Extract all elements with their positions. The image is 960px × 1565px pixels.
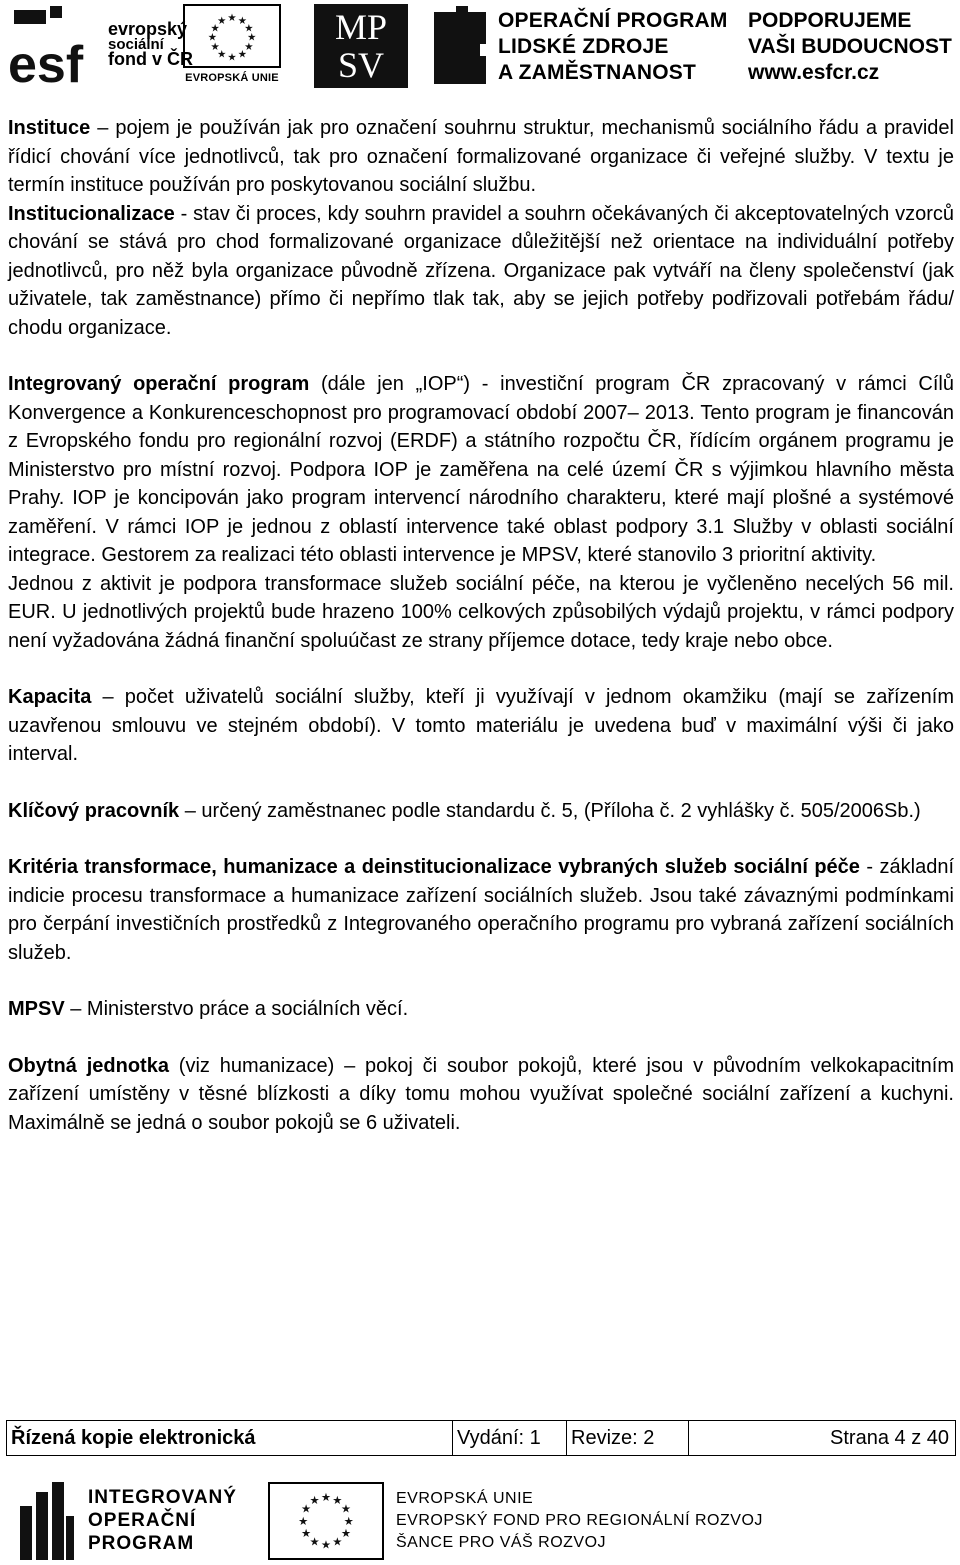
definition-text: (dále jen „IOP“) - investiční program ČR zpracovaný v rámci Cílů Konvergence a Konkurenceschopnost pro programovací období 2007– 2013. Tento program je financován z Evropského fondu pro regionální rozvoj (ERDF) a státního rozpočtu ČR, řídícím orgánem programu je Ministerstvo pro místní rozvoj. Podpora IOP je zaměřena na celé území ČR s výjimkou hlavního města Prahy. IOP je koncipován jako program intervencí národního charakteru, které mají plošné a systémové zaměření. V rámci IOP je jednou z oblastí intervence také oblast podpory 3.1 Služby v oblasti sociální integrace. Gestorem za realizaci této oblasti intervence je MPSV, které stanovilo 3 prioritní aktivity. [8, 373, 954, 566]
term: MPSV [8, 998, 65, 1020]
svg-text:★: ★ [309, 1492, 320, 1507]
definition-instituce [8, 114, 954, 200]
definition-text: – pojem je používán jak pro označení souhrnu struktur, mechanismů sociálního řádu a pravidel řídicí chování více jednotlivců, tak pro označení formalizované organizace či veřejné služby. V textu je termín instituce používán pro poskytovanou sociální službu. [8, 117, 954, 196]
eu-flag-icon [268, 1482, 384, 1560]
svg-text:★: ★ [340, 1526, 352, 1541]
op-lz-logo-text [498, 8, 728, 86]
svg-text:★: ★ [309, 1534, 320, 1549]
footer-logos [0, 1476, 960, 1565]
op-line-2: LIDSKÉ ZDROJE [498, 35, 669, 58]
definition-text: – Ministerstvo práce a sociálních věcí. [64, 998, 409, 1020]
esf-line-3: fond v ČR [108, 49, 193, 69]
definition-text: - základní indicie procesu transformace a humanizace zařízení sociálních služeb. Jsou také závaznými podmínkami pro čerpání investičních prostředků z Integrovaného operačního programu pro vybraná zařízení sociálních služeb. [8, 856, 954, 964]
definition-institucionalizace [8, 200, 954, 343]
glossary-content [8, 114, 954, 1137]
eu-label: EVROPSKÁ UNIE [185, 72, 279, 84]
page-number: Strana 4 z 40 [830, 1427, 949, 1449]
term: Obytná jednotka [8, 1054, 169, 1077]
term: Institucionalizace [8, 202, 175, 225]
puzzle-icon [430, 4, 490, 88]
svg-text:★: ★ [244, 41, 254, 54]
iop-line-2: OPERAČNÍ [88, 1510, 197, 1531]
svg-text:★: ★ [300, 1501, 312, 1516]
definition-klicovy-pracovnik [8, 797, 954, 826]
definition-text: – počet uživatelů sociální služby, kteří ji využívají v jednom okamžiku (mají se zařízením uzavřenou smlouvu ve stejném období). V tomto materiálu je uvedena buď v maximální výši či jako interval. [8, 686, 954, 765]
svg-text:★: ★ [227, 51, 237, 64]
support-slogan [748, 8, 952, 86]
eu-logo [183, 4, 281, 88]
mpsv-logo [314, 4, 408, 88]
iop-line-3: PROGRAM [88, 1533, 195, 1554]
definition-text: (viz humanizace) – pokoj či soubor pokojů, které jsou v původním velkokapacitním zařízení umístěny v těsné blízkosti a díky tomu mohou využívat společné sociální zařízení a kuchyni. Maximálně se jedná o soubor pokojů se 6 uživateli. [8, 1054, 954, 1134]
iop-line-1: INTEGROVANÝ [88, 1487, 237, 1508]
svg-text:★: ★ [237, 48, 247, 61]
svg-text:★: ★ [343, 1513, 354, 1528]
control-copy-label: Řízená kopie elektronická [7, 1421, 453, 1455]
support-url: www.esfcr.cz [748, 61, 880, 84]
erdf-logo-text [396, 1488, 763, 1554]
svg-text:★: ★ [320, 1537, 332, 1552]
mpsv-logo-box [314, 4, 408, 88]
esf-line-2: sociální [108, 36, 164, 53]
term: Klíčový pracovník [8, 799, 180, 822]
term: Instituce [8, 117, 91, 139]
svg-text:★: ★ [340, 1501, 352, 1516]
definition-text: Jednou z aktivit je podpora transformace služeb sociální péče, na kterou je vyčleněno necelých 56 mil. EUR. U jednotlivých projektů bude hrazeno 100% celkových způsobilých výdajů projektu, v rámci podpory není vyžadována žádná finanční spoluúčast ze strany příjemce dotace, tedy kraje nebo obce. [8, 572, 954, 652]
revision-label: Revize: 2 [567, 1421, 689, 1455]
term: Kapacita [8, 686, 92, 708]
header-logos [0, 0, 960, 96]
term: Kritéria transformace, humanizace a deinstitucionalizace vybraných služeb sociální péče [8, 856, 860, 878]
definition-mpsv [8, 995, 954, 1024]
definition-obytna-jednotka [8, 1052, 954, 1138]
op-line-1: OPERAČNÍ PROGRAM [498, 9, 728, 32]
definition-text: – určený zaměstnanec podle standardu č. 5, (Příloha č. 2 vyhlášky č. 505/2006Sb.) [179, 799, 921, 822]
definition-kapacita [8, 683, 954, 769]
op-line-3: A ZAMĚSTNANOST [498, 61, 697, 84]
definition-text: - stav či proces, kdy souhrn pravidel a souhrn očekávaných či akceptovatelných vzorců chování se stává pro chod formalizované organizace důležitější než orientace na individuální potřeby jednotlivců, pro něž byla organizace původně zřízena. Organizace pak vytváří na členy společenství (jak uživatele, tak zaměstnance) přímo či nepřímo tlak tak, aby se jejich potřeby podřizovali potřebám řádu/ chodu organizace. [8, 202, 954, 339]
esf-logo-icon [6, 4, 104, 88]
edition-label: Vydání: 1 [453, 1421, 567, 1455]
document-footer-table [6, 1420, 956, 1456]
erdf-line-2: EVROPSKÝ FOND PRO REGIONÁLNÍ ROZVOJ [396, 1512, 763, 1529]
erdf-line-3: ŠANCE PRO VÁŠ ROZVOJ [396, 1534, 607, 1551]
svg-text:★: ★ [298, 1513, 309, 1528]
support-line-2: VAŠI BUDOUCNOST [748, 35, 952, 58]
svg-text:★: ★ [210, 41, 220, 54]
term: Integrovaný operační program [8, 373, 310, 395]
svg-text:esf: esf [8, 36, 84, 88]
svg-text:★: ★ [332, 1492, 343, 1507]
definition-iop-continued [8, 570, 954, 656]
definition-iop [8, 370, 954, 570]
eu-stars-icon [183, 4, 281, 68]
iop-logo-icon [20, 1482, 74, 1560]
svg-text:★: ★ [300, 1526, 312, 1541]
svg-text:★: ★ [332, 1534, 343, 1549]
svg-text:★: ★ [217, 14, 227, 27]
esf-line-1: evropský [108, 19, 188, 39]
svg-text:★: ★ [247, 31, 257, 44]
definition-kriteria [8, 853, 954, 967]
svg-text:★: ★ [237, 14, 247, 27]
svg-text:★: ★ [227, 12, 237, 24]
svg-text:★: ★ [244, 22, 254, 35]
svg-text:★: ★ [210, 22, 220, 35]
erdf-line-1: EVROPSKÁ UNIE [396, 1490, 534, 1507]
iop-logo-text [88, 1486, 237, 1555]
svg-text:★: ★ [217, 48, 227, 61]
esf-logo-text [108, 19, 193, 69]
mpsv-line-2: SV [337, 45, 385, 85]
svg-text:★: ★ [320, 1490, 332, 1505]
mpsv-line-1: MP [334, 7, 388, 47]
svg-text:★: ★ [207, 31, 217, 44]
support-line-1: PODPORUJEME [748, 9, 912, 32]
